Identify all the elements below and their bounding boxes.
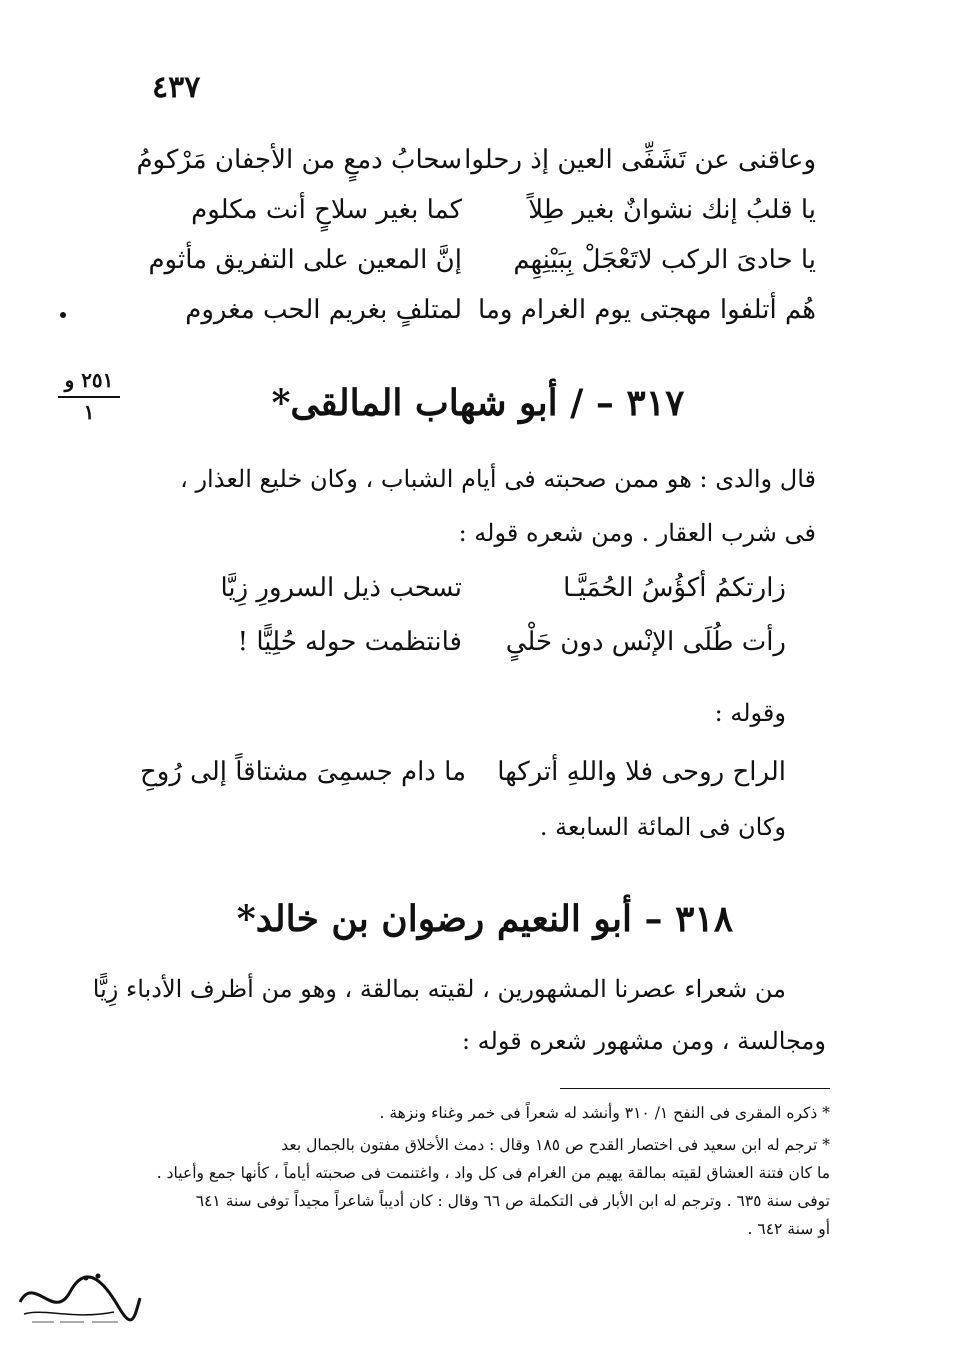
verse-hemistich-left: سحابُ دمعٍ من الأجفان مَرْكومُ — [136, 145, 462, 175]
verse-hemistich-right: يا قلبُ إنك نشوانٌ بغير طِلاً — [528, 195, 816, 225]
entry-318-heading: ٣١٨ – أبو النعيم رضوان بن خالد* — [236, 898, 734, 940]
footnote-2-line3: توفى سنة ٦٣٥ . وترجم له ابن الأبار فى التكملة ص ٦٦ وقال : كان أديباً شاعراً مجيداً توفى سنة ٦٤١ — [195, 1192, 830, 1210]
footnote-text: ذكره المقرى فى النفح ١/ ٣١٠ وأنشد له شعراً فى خمر وغناء ونزهة . — [379, 1104, 818, 1122]
margin-reference — [58, 368, 120, 424]
verse-hemistich-right: يا حادىَ الركب لاتَعْجَلْ بِبَيْنِهِم — [513, 245, 816, 275]
verse-hemistich-left: تسحب ذيل السرورِ زِيَّا — [220, 573, 462, 603]
entry-317-intro-line2: فى شرب العقار . ومن شعره قوله : — [458, 519, 816, 547]
footnote-text: ترجم له ابن سعيد فى اختصار القدح ص ١٨٥ وقال : دمث الأخلاق مفتون بالجمال بعد — [281, 1136, 818, 1154]
verse-hemistich-right: زارتكمُ أكؤُسُ الحُمَيَّـا — [563, 573, 786, 603]
verse-hemistich-left: ما دام جسمِىَ مشتاقاً إلى رُوحِ — [140, 757, 466, 787]
footnote-2 — [140, 1132, 830, 1159]
entry-317-closing: وكان فى المائة السابعة . — [539, 813, 786, 841]
verse-hemistich-right: هُم أتلفوا مهجتى يوم الغرام وما — [478, 295, 816, 325]
entry-317-and-his-saying: وقوله : — [714, 699, 786, 727]
verse-hemistich-left: فانتظمت حوله حُلِيًّا ! — [237, 627, 462, 657]
margin-dot — [60, 312, 66, 318]
footnote-separator — [560, 1088, 830, 1089]
footnote-2-line4: أو سنة ٦٤٢ . — [747, 1220, 830, 1238]
verse-hemistich-right: رأت طُلَى الإنْس دون حَلْىٍ — [505, 627, 786, 657]
page-number: ٤٣٧ — [152, 70, 201, 105]
margin-reference-line: ١ — [83, 400, 95, 424]
verse-hemistich-left: إنَّ المعين على التفريق مأثوم — [148, 245, 462, 275]
verse-hemistich-right: الراح روحى فلا واللهِ أتركها — [497, 757, 786, 787]
library-stamp — [14, 1262, 144, 1342]
entry-317-heading: ٣١٧ – / أبو شهاب المالقى* — [271, 382, 685, 424]
margin-reference-folio: ٢٥١ و — [64, 368, 114, 392]
footnote-marker: * — [822, 1136, 830, 1154]
entry-317-intro-line1: قال والدى : هو ممن صحبته فى أيام الشباب ، وكان خليع العذار ، — [180, 465, 816, 493]
margin-reference-rule — [58, 396, 120, 398]
stamp-calligraphy-icon — [14, 1262, 144, 1342]
entry-318-line2: ومجالسة ، ومن مشهور شعره قوله : — [461, 1027, 826, 1055]
verse-hemistich-left: لمتلفٍ بغريم الحب مغروم — [185, 295, 462, 325]
verse-hemistich-left: كما بغير سلاحٍ أنت مكلوم — [191, 195, 462, 225]
footnote-marker: * — [822, 1104, 830, 1122]
footnote-2-line2: ما كان فتنة العشاق لقيته بمالقة يهيم من الغرام فى كل واد ، واغتنمت فى صحبته أياماً ، كأنها جمع وأعياد . — [156, 1164, 830, 1182]
entry-318-line1: من شعراء عصرنا المشهورين ، لقيته بمالقة ، وهو من أظرف الأدباء زِيًّا — [92, 975, 786, 1003]
verse-hemistich-right: وعاقنى عن تَشَفِّى العين إذ رحلوا — [464, 145, 816, 175]
footnote-1 — [140, 1100, 830, 1127]
